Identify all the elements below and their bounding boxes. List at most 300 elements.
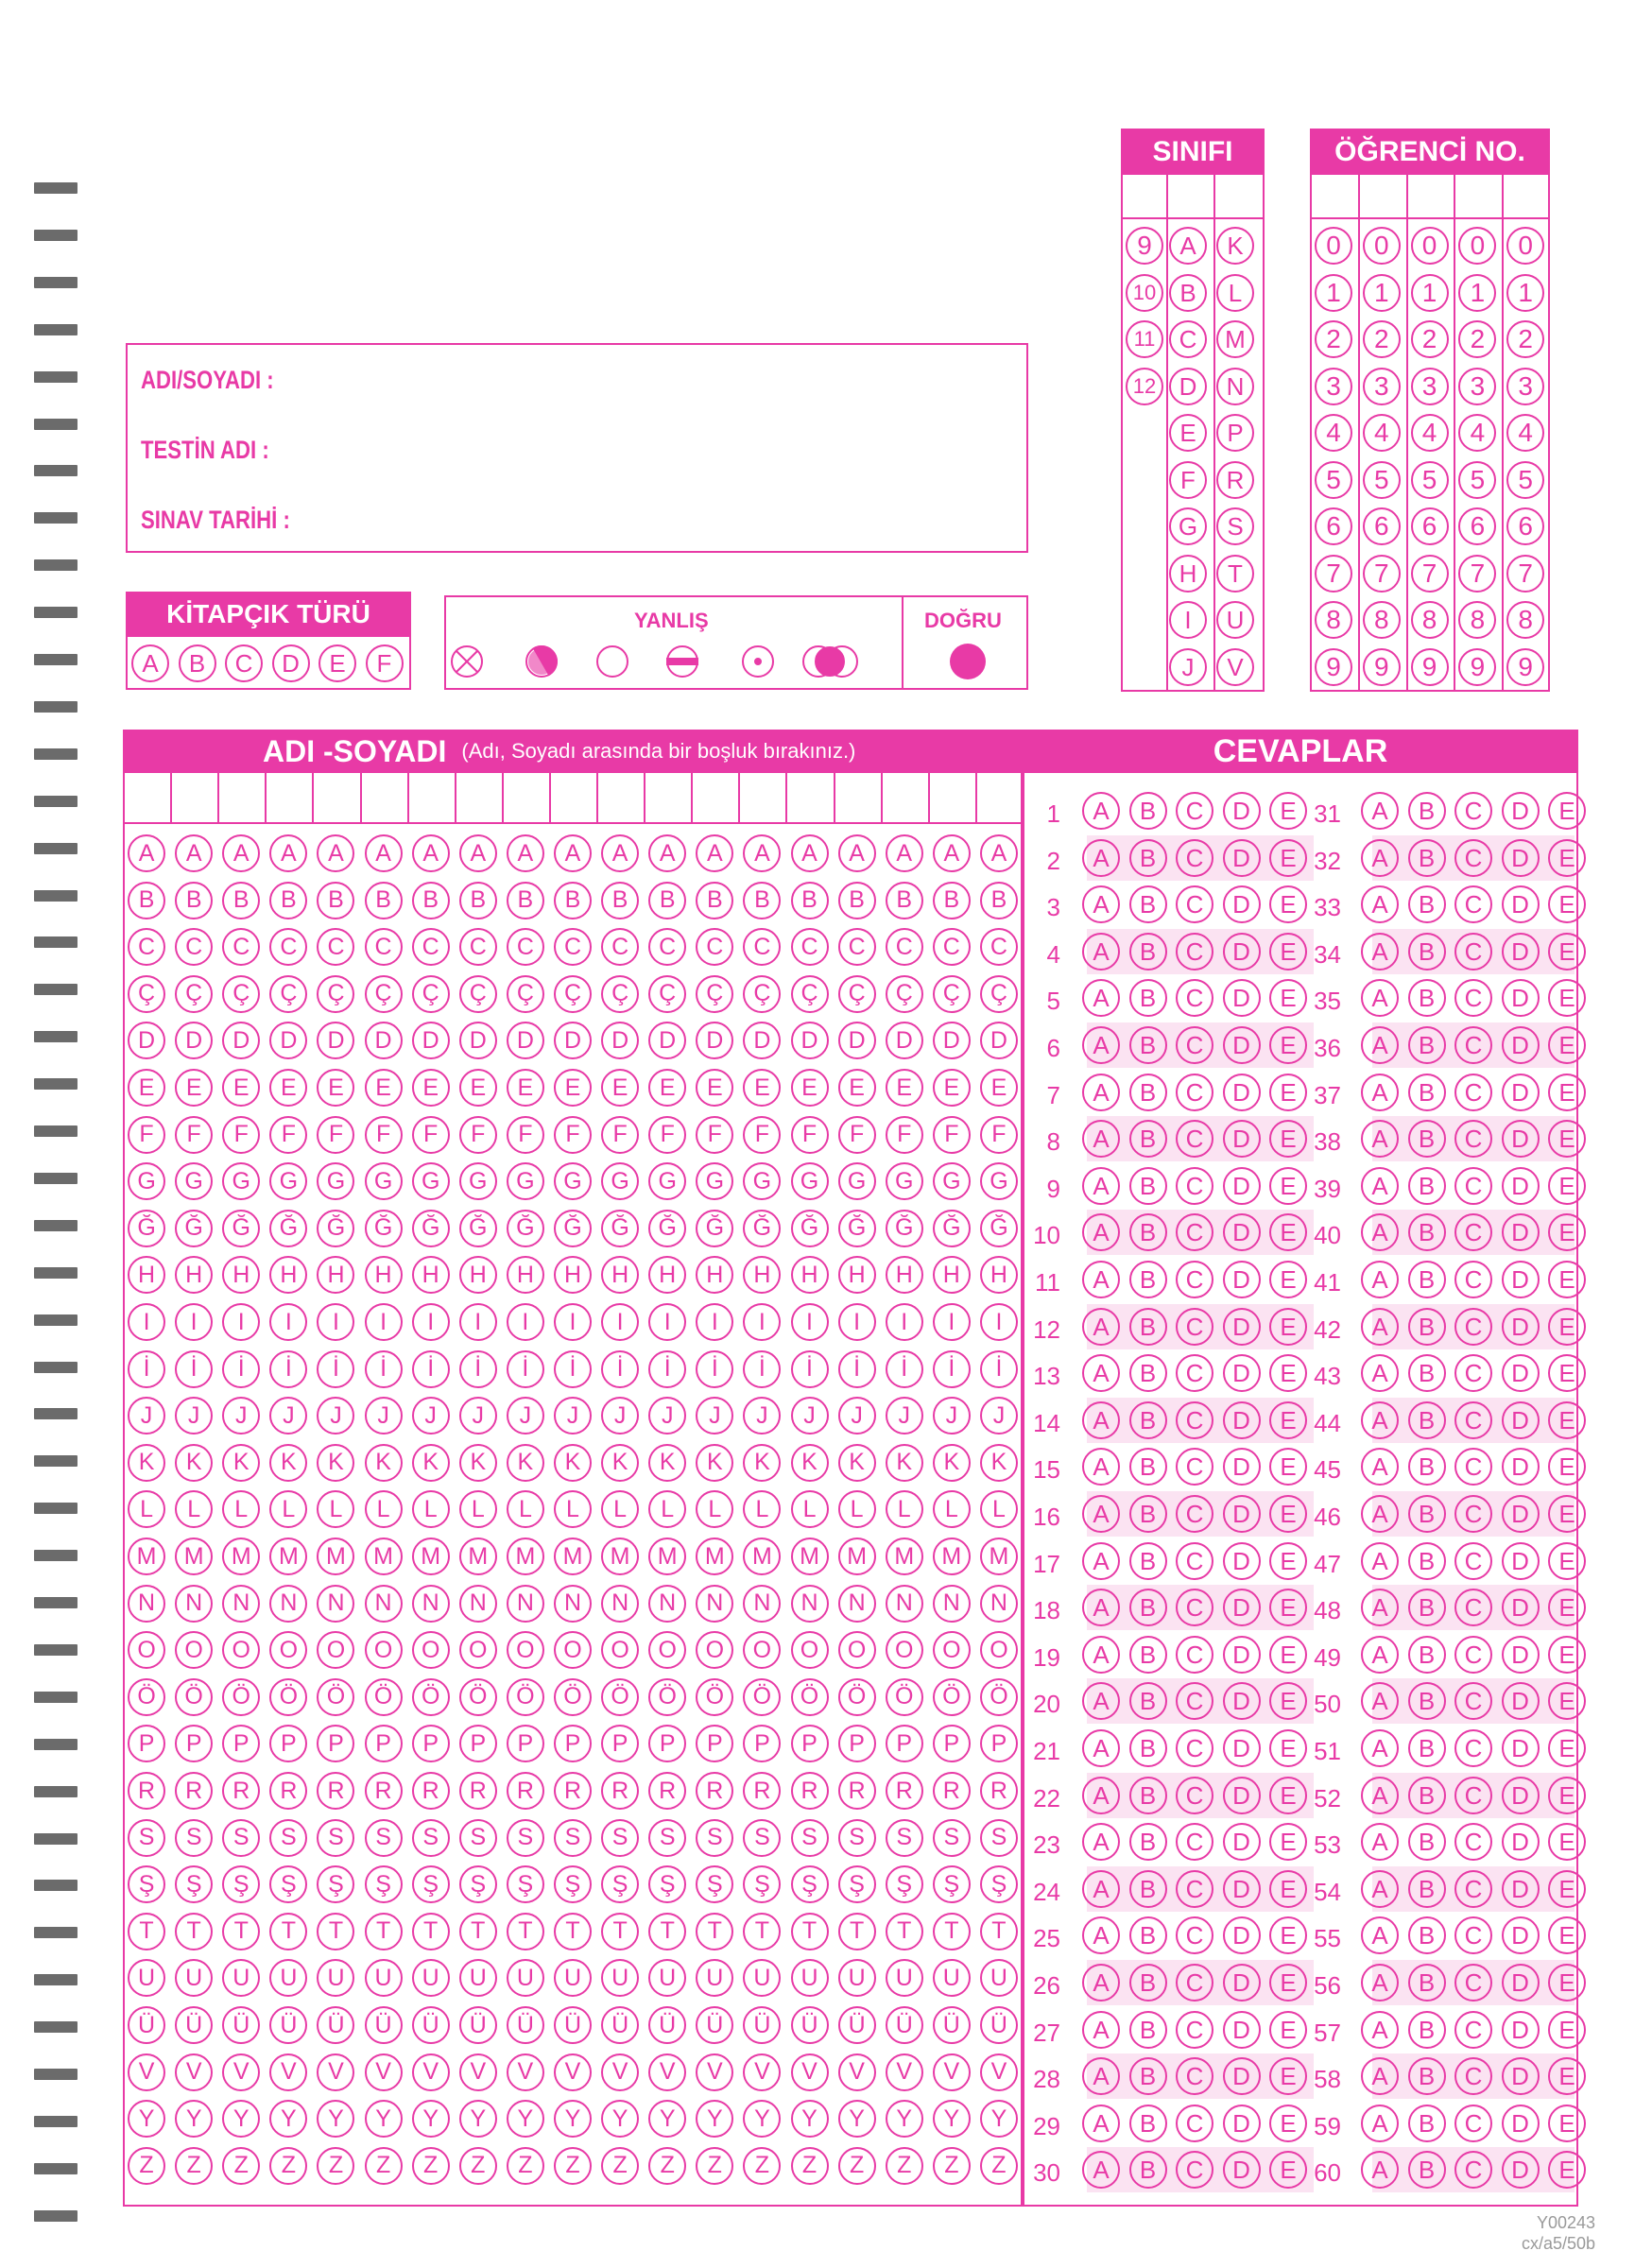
name-letter-bubble[interactable]: D: [696, 1022, 733, 1059]
name-letter-bubble[interactable]: Ç: [412, 975, 450, 1013]
name-letter-bubble[interactable]: N: [365, 1585, 403, 1623]
answer-choice-bubble[interactable]: B: [1129, 1213, 1167, 1251]
name-letter-bubble[interactable]: O: [648, 1631, 686, 1669]
name-letter-bubble[interactable]: I: [601, 1303, 639, 1341]
name-letter-bubble[interactable]: J: [980, 1397, 1018, 1435]
answer-choice-bubble[interactable]: A: [1082, 1777, 1120, 1814]
answer-choice-bubble[interactable]: A: [1082, 1074, 1120, 1111]
answer-choice-bubble[interactable]: E: [1548, 839, 1586, 877]
name-letter-bubble[interactable]: T: [365, 1913, 403, 1950]
name-letter-bubble[interactable]: E: [412, 1069, 450, 1107]
name-letter-bubble[interactable]: F: [317, 1116, 354, 1154]
name-letter-bubble[interactable]: L: [791, 1490, 829, 1528]
class-grade-bubble[interactable]: 12: [1126, 368, 1163, 405]
name-letter-bubble[interactable]: K: [554, 1444, 592, 1482]
name-letter-bubble[interactable]: P: [648, 1725, 686, 1762]
answer-choice-bubble[interactable]: A: [1082, 1682, 1120, 1720]
name-letter-bubble[interactable]: E: [554, 1069, 592, 1107]
name-letter-bubble[interactable]: O: [222, 1631, 260, 1669]
name-letter-bubble[interactable]: C: [507, 928, 544, 966]
name-letter-bubble[interactable]: Ğ: [412, 1210, 450, 1247]
name-letter-bubble[interactable]: L: [743, 1490, 781, 1528]
name-letter-bubble[interactable]: E: [175, 1069, 213, 1107]
answer-choice-bubble[interactable]: E: [1548, 885, 1586, 923]
name-letter-bubble[interactable]: D: [507, 1022, 544, 1059]
name-letter-bubble[interactable]: G: [743, 1162, 781, 1200]
answer-choice-bubble[interactable]: C: [1176, 2057, 1213, 2095]
answer-choice-bubble[interactable]: B: [1408, 2011, 1446, 2049]
student-no-digit-bubble[interactable]: 5: [1411, 461, 1449, 499]
name-letter-bubble[interactable]: H: [269, 1256, 307, 1294]
name-letter-bubble[interactable]: I: [696, 1303, 733, 1341]
name-letter-bubble[interactable]: Ç: [791, 975, 829, 1013]
name-letter-bubble[interactable]: T: [933, 1913, 971, 1950]
name-letter-bubble[interactable]: D: [269, 1022, 307, 1059]
student-no-digit-bubble[interactable]: 4: [1506, 414, 1544, 452]
name-letter-bubble[interactable]: J: [175, 1397, 213, 1435]
name-letter-bubble[interactable]: Z: [980, 2147, 1018, 2185]
name-letter-bubble[interactable]: N: [980, 1585, 1018, 1623]
name-letter-bubble[interactable]: Y: [175, 2100, 213, 2138]
name-letter-bubble[interactable]: I: [743, 1303, 781, 1341]
name-letter-bubble[interactable]: I: [980, 1303, 1018, 1341]
student-no-digit-bubble[interactable]: 6: [1315, 507, 1352, 545]
name-letter-bubble[interactable]: Z: [317, 2147, 354, 2185]
name-letter-bubble[interactable]: T: [886, 1913, 923, 1950]
answer-choice-bubble[interactable]: B: [1129, 1495, 1167, 1533]
answer-choice-bubble[interactable]: A: [1361, 933, 1399, 971]
student-no-digit-bubble[interactable]: 3: [1411, 368, 1449, 405]
name-letter-bubble[interactable]: H: [175, 1256, 213, 1294]
name-letter-bubble[interactable]: N: [128, 1585, 165, 1623]
name-letter-bubble[interactable]: U: [412, 1959, 450, 1997]
name-letter-bubble[interactable]: T: [648, 1913, 686, 1950]
name-letter-bubble[interactable]: İ: [507, 1350, 544, 1388]
answer-choice-bubble[interactable]: D: [1223, 1964, 1261, 2002]
name-letter-bubble[interactable]: Ö: [743, 1678, 781, 1716]
class-section-bubble[interactable]: G: [1169, 507, 1207, 545]
answer-choice-bubble[interactable]: C: [1176, 1495, 1213, 1533]
answer-choice-bubble[interactable]: E: [1548, 2057, 1586, 2095]
answer-choice-bubble[interactable]: E: [1269, 1448, 1307, 1486]
answer-choice-bubble[interactable]: B: [1408, 1495, 1446, 1533]
answer-choice-bubble[interactable]: D: [1502, 1823, 1540, 1861]
name-letter-bubble[interactable]: Ü: [648, 2006, 686, 2044]
name-letter-bubble[interactable]: Ö: [269, 1678, 307, 1716]
answer-choice-bubble[interactable]: C: [1454, 1167, 1492, 1205]
answer-choice-bubble[interactable]: E: [1548, 1354, 1586, 1392]
name-letter-bubble[interactable]: Y: [601, 2100, 639, 2138]
name-letter-bubble[interactable]: V: [317, 2053, 354, 2091]
name-letter-bubble[interactable]: O: [175, 1631, 213, 1669]
answer-choice-bubble[interactable]: B: [1129, 979, 1167, 1017]
name-letter-bubble[interactable]: I: [128, 1303, 165, 1341]
name-letter-bubble[interactable]: U: [838, 1959, 876, 1997]
name-letter-bubble[interactable]: F: [128, 1116, 165, 1154]
answer-choice-bubble[interactable]: C: [1454, 1542, 1492, 1580]
answer-choice-bubble[interactable]: A: [1361, 1026, 1399, 1064]
name-letter-bubble[interactable]: J: [365, 1397, 403, 1435]
answer-choice-bubble[interactable]: A: [1082, 1026, 1120, 1064]
name-letter-bubble[interactable]: P: [128, 1725, 165, 1762]
name-letter-bubble[interactable]: O: [601, 1631, 639, 1669]
answer-choice-bubble[interactable]: C: [1454, 2057, 1492, 2095]
student-no-digit-bubble[interactable]: 8: [1411, 601, 1449, 639]
name-letter-bubble[interactable]: V: [365, 2053, 403, 2091]
answer-choice-bubble[interactable]: B: [1408, 1636, 1446, 1674]
name-letter-bubble[interactable]: P: [365, 1725, 403, 1762]
name-letter-bubble[interactable]: M: [269, 1538, 307, 1575]
name-letter-bubble[interactable]: L: [412, 1490, 450, 1528]
name-letter-bubble[interactable]: V: [980, 2053, 1018, 2091]
name-letter-bubble[interactable]: L: [222, 1490, 260, 1528]
name-letter-bubble[interactable]: O: [696, 1631, 733, 1669]
name-letter-bubble[interactable]: F: [175, 1116, 213, 1154]
name-letter-bubble[interactable]: H: [791, 1256, 829, 1294]
name-letter-bubble[interactable]: T: [696, 1913, 733, 1950]
name-letter-bubble[interactable]: F: [365, 1116, 403, 1154]
name-letter-bubble[interactable]: Ü: [412, 2006, 450, 2044]
answer-choice-bubble[interactable]: E: [1269, 885, 1307, 923]
name-letter-bubble[interactable]: Ğ: [743, 1210, 781, 1247]
student-no-digit-bubble[interactable]: 1: [1315, 274, 1352, 312]
answer-choice-bubble[interactable]: D: [1502, 1916, 1540, 1954]
answer-choice-bubble[interactable]: A: [1361, 1354, 1399, 1392]
name-letter-bubble[interactable]: Ü: [743, 2006, 781, 2044]
answer-choice-bubble[interactable]: E: [1269, 2105, 1307, 2142]
name-letter-bubble[interactable]: Ü: [554, 2006, 592, 2044]
booklet-type-bubble[interactable]: A: [131, 644, 169, 682]
name-letter-bubble[interactable]: S: [933, 1819, 971, 1857]
name-letter-bubble[interactable]: J: [696, 1397, 733, 1435]
answer-choice-bubble[interactable]: D: [1223, 979, 1261, 1017]
name-letter-bubble[interactable]: N: [838, 1585, 876, 1623]
name-letter-bubble[interactable]: E: [601, 1069, 639, 1107]
name-letter-bubble[interactable]: G: [507, 1162, 544, 1200]
name-letter-bubble[interactable]: Ü: [222, 2006, 260, 2044]
answer-choice-bubble[interactable]: E: [1269, 1823, 1307, 1861]
answer-choice-bubble[interactable]: B: [1408, 1589, 1446, 1626]
name-letter-bubble[interactable]: S: [743, 1819, 781, 1857]
name-letter-bubble[interactable]: H: [222, 1256, 260, 1294]
name-letter-bubble[interactable]: Y: [128, 2100, 165, 2138]
answer-choice-bubble[interactable]: D: [1223, 1870, 1261, 1908]
name-letter-bubble[interactable]: K: [601, 1444, 639, 1482]
answer-choice-bubble[interactable]: A: [1361, 1401, 1399, 1439]
answer-choice-bubble[interactable]: B: [1129, 1308, 1167, 1346]
name-letter-bubble[interactable]: S: [175, 1819, 213, 1857]
name-letter-bubble[interactable]: Z: [696, 2147, 733, 2185]
name-letter-bubble[interactable]: Ş: [933, 1865, 971, 1903]
name-letter-bubble[interactable]: T: [507, 1913, 544, 1950]
name-letter-bubble[interactable]: O: [980, 1631, 1018, 1669]
answer-choice-bubble[interactable]: B: [1129, 2151, 1167, 2189]
name-letter-bubble[interactable]: İ: [459, 1350, 497, 1388]
name-letter-bubble[interactable]: Ş: [317, 1865, 354, 1903]
name-letter-bubble[interactable]: Ç: [743, 975, 781, 1013]
answer-choice-bubble[interactable]: C: [1176, 1354, 1213, 1392]
name-letter-bubble[interactable]: N: [601, 1585, 639, 1623]
name-letter-bubble[interactable]: T: [412, 1913, 450, 1950]
name-letter-bubble[interactable]: K: [648, 1444, 686, 1482]
answer-choice-bubble[interactable]: E: [1269, 2151, 1307, 2189]
answer-choice-bubble[interactable]: D: [1223, 1777, 1261, 1814]
name-letter-bubble[interactable]: B: [317, 882, 354, 919]
name-letter-bubble[interactable]: R: [601, 1772, 639, 1810]
answer-choice-bubble[interactable]: D: [1223, 1074, 1261, 1111]
answer-choice-bubble[interactable]: B: [1129, 1542, 1167, 1580]
answer-choice-bubble[interactable]: B: [1129, 1636, 1167, 1674]
answer-choice-bubble[interactable]: C: [1176, 2105, 1213, 2142]
answer-choice-bubble[interactable]: C: [1454, 933, 1492, 971]
name-letter-bubble[interactable]: İ: [175, 1350, 213, 1388]
name-letter-bubble[interactable]: F: [269, 1116, 307, 1154]
answer-choice-bubble[interactable]: C: [1454, 2105, 1492, 2142]
name-letter-bubble[interactable]: E: [838, 1069, 876, 1107]
answer-choice-bubble[interactable]: D: [1223, 839, 1261, 877]
answer-choice-bubble[interactable]: B: [1129, 1777, 1167, 1814]
name-letter-bubble[interactable]: Ğ: [222, 1210, 260, 1247]
name-letter-bubble[interactable]: R: [175, 1772, 213, 1810]
name-letter-bubble[interactable]: M: [175, 1538, 213, 1575]
student-no-digit-bubble[interactable]: 1: [1363, 274, 1401, 312]
answer-choice-bubble[interactable]: C: [1176, 1682, 1213, 1720]
name-letter-bubble[interactable]: A: [459, 834, 497, 872]
class-section-bubble[interactable]: S: [1216, 507, 1254, 545]
name-letter-bubble[interactable]: N: [554, 1585, 592, 1623]
name-letter-bubble[interactable]: U: [601, 1959, 639, 1997]
name-letter-bubble[interactable]: C: [648, 928, 686, 966]
answer-choice-bubble[interactable]: A: [1361, 1120, 1399, 1158]
student-no-digit-bubble[interactable]: 5: [1315, 461, 1352, 499]
name-letter-bubble[interactable]: A: [886, 834, 923, 872]
name-letter-bubble[interactable]: J: [743, 1397, 781, 1435]
name-letter-bubble[interactable]: L: [886, 1490, 923, 1528]
name-letter-bubble[interactable]: F: [554, 1116, 592, 1154]
name-letter-bubble[interactable]: Ö: [601, 1678, 639, 1716]
answer-choice-bubble[interactable]: C: [1454, 1308, 1492, 1346]
name-letter-bubble[interactable]: L: [365, 1490, 403, 1528]
name-letter-bubble[interactable]: D: [365, 1022, 403, 1059]
answer-choice-bubble[interactable]: E: [1548, 1448, 1586, 1486]
name-letter-bubble[interactable]: J: [507, 1397, 544, 1435]
name-letter-bubble[interactable]: B: [601, 882, 639, 919]
answer-choice-bubble[interactable]: B: [1408, 1261, 1446, 1298]
name-letter-bubble[interactable]: T: [222, 1913, 260, 1950]
answer-choice-bubble[interactable]: B: [1129, 2105, 1167, 2142]
name-letter-bubble[interactable]: O: [365, 1631, 403, 1669]
name-letter-bubble[interactable]: A: [791, 834, 829, 872]
name-letter-bubble[interactable]: İ: [365, 1350, 403, 1388]
name-letter-bubble[interactable]: E: [648, 1069, 686, 1107]
answer-choice-bubble[interactable]: E: [1548, 1261, 1586, 1298]
answer-choice-bubble[interactable]: B: [1129, 839, 1167, 877]
student-no-digit-bubble[interactable]: 8: [1315, 601, 1352, 639]
name-letter-bubble[interactable]: N: [222, 1585, 260, 1623]
answer-choice-bubble[interactable]: C: [1176, 1448, 1213, 1486]
name-letter-bubble[interactable]: S: [507, 1819, 544, 1857]
student-no-digit-bubble[interactable]: 8: [1363, 601, 1401, 639]
name-letter-bubble[interactable]: V: [933, 2053, 971, 2091]
name-letter-bubble[interactable]: M: [459, 1538, 497, 1575]
name-letter-bubble[interactable]: İ: [696, 1350, 733, 1388]
answer-choice-bubble[interactable]: D: [1223, 2011, 1261, 2049]
name-letter-bubble[interactable]: Ü: [128, 2006, 165, 2044]
name-letter-bubble[interactable]: İ: [933, 1350, 971, 1388]
name-letter-bubble[interactable]: Ç: [980, 975, 1018, 1013]
name-letter-bubble[interactable]: B: [222, 882, 260, 919]
class-section-bubble[interactable]: I: [1169, 601, 1207, 639]
name-letter-bubble[interactable]: F: [838, 1116, 876, 1154]
name-letter-bubble[interactable]: M: [886, 1538, 923, 1575]
answer-choice-bubble[interactable]: B: [1408, 933, 1446, 971]
name-letter-bubble[interactable]: Ü: [696, 2006, 733, 2044]
name-letter-bubble[interactable]: C: [696, 928, 733, 966]
name-letter-bubble[interactable]: C: [269, 928, 307, 966]
name-letter-bubble[interactable]: S: [459, 1819, 497, 1857]
name-letter-bubble[interactable]: I: [175, 1303, 213, 1341]
name-letter-bubble[interactable]: F: [696, 1116, 733, 1154]
student-no-digit-bubble[interactable]: 4: [1315, 414, 1352, 452]
answer-choice-bubble[interactable]: C: [1454, 1401, 1492, 1439]
name-letter-bubble[interactable]: G: [554, 1162, 592, 1200]
answer-choice-bubble[interactable]: D: [1502, 1870, 1540, 1908]
answer-choice-bubble[interactable]: E: [1269, 979, 1307, 1017]
name-letter-bubble[interactable]: Ğ: [601, 1210, 639, 1247]
answer-choice-bubble[interactable]: B: [1408, 1777, 1446, 1814]
class-section-bubble[interactable]: F: [1169, 461, 1207, 499]
name-letter-bubble[interactable]: Ç: [507, 975, 544, 1013]
answer-choice-bubble[interactable]: E: [1269, 1495, 1307, 1533]
name-letter-bubble[interactable]: P: [601, 1725, 639, 1762]
name-letter-bubble[interactable]: Ç: [933, 975, 971, 1013]
answer-choice-bubble[interactable]: E: [1269, 1213, 1307, 1251]
name-letter-bubble[interactable]: A: [648, 834, 686, 872]
name-letter-bubble[interactable]: Ş: [648, 1865, 686, 1903]
answer-choice-bubble[interactable]: E: [1548, 1589, 1586, 1626]
name-letter-bubble[interactable]: Ş: [696, 1865, 733, 1903]
name-letter-bubble[interactable]: A: [838, 834, 876, 872]
answer-choice-bubble[interactable]: D: [1223, 1916, 1261, 1954]
answer-choice-bubble[interactable]: C: [1176, 1964, 1213, 2002]
answer-choice-bubble[interactable]: E: [1269, 1120, 1307, 1158]
answer-choice-bubble[interactable]: C: [1176, 839, 1213, 877]
answer-choice-bubble[interactable]: C: [1176, 1401, 1213, 1439]
answer-choice-bubble[interactable]: A: [1082, 1354, 1120, 1392]
name-letter-bubble[interactable]: S: [648, 1819, 686, 1857]
name-letter-bubble[interactable]: P: [743, 1725, 781, 1762]
answer-choice-bubble[interactable]: D: [1502, 1448, 1540, 1486]
student-no-digit-bubble[interactable]: 7: [1315, 555, 1352, 593]
name-letter-bubble[interactable]: Ş: [459, 1865, 497, 1903]
name-letter-bubble[interactable]: S: [554, 1819, 592, 1857]
class-section-bubble[interactable]: N: [1216, 368, 1254, 405]
name-letter-bubble[interactable]: Ö: [128, 1678, 165, 1716]
name-letter-bubble[interactable]: Ö: [886, 1678, 923, 1716]
name-letter-bubble[interactable]: Z: [838, 2147, 876, 2185]
name-letter-bubble[interactable]: Ü: [365, 2006, 403, 2044]
name-letter-bubble[interactable]: B: [365, 882, 403, 919]
answer-choice-bubble[interactable]: B: [1408, 1401, 1446, 1439]
answer-choice-bubble[interactable]: A: [1361, 1308, 1399, 1346]
name-letter-bubble[interactable]: V: [838, 2053, 876, 2091]
name-letter-bubble[interactable]: O: [459, 1631, 497, 1669]
name-letter-bubble[interactable]: G: [269, 1162, 307, 1200]
name-letter-bubble[interactable]: D: [459, 1022, 497, 1059]
name-letter-bubble[interactable]: L: [980, 1490, 1018, 1528]
name-letter-bubble[interactable]: U: [269, 1959, 307, 1997]
answer-choice-bubble[interactable]: E: [1548, 1074, 1586, 1111]
name-letter-bubble[interactable]: F: [412, 1116, 450, 1154]
name-letter-bubble[interactable]: İ: [554, 1350, 592, 1388]
name-letter-bubble[interactable]: K: [317, 1444, 354, 1482]
answer-choice-bubble[interactable]: E: [1269, 1916, 1307, 1954]
name-letter-bubble[interactable]: M: [128, 1538, 165, 1575]
name-letter-bubble[interactable]: Ü: [459, 2006, 497, 2044]
name-letter-bubble[interactable]: R: [696, 1772, 733, 1810]
answer-choice-bubble[interactable]: A: [1361, 1542, 1399, 1580]
name-letter-bubble[interactable]: G: [648, 1162, 686, 1200]
name-letter-bubble[interactable]: G: [601, 1162, 639, 1200]
answer-choice-bubble[interactable]: C: [1454, 1823, 1492, 1861]
name-letter-bubble[interactable]: Ş: [507, 1865, 544, 1903]
name-letter-bubble[interactable]: Ü: [886, 2006, 923, 2044]
name-letter-bubble[interactable]: A: [269, 834, 307, 872]
name-letter-bubble[interactable]: I: [791, 1303, 829, 1341]
answer-choice-bubble[interactable]: B: [1408, 1542, 1446, 1580]
name-letter-bubble[interactable]: Ö: [791, 1678, 829, 1716]
answer-choice-bubble[interactable]: C: [1454, 1916, 1492, 1954]
answer-choice-bubble[interactable]: A: [1082, 1213, 1120, 1251]
student-no-digit-bubble[interactable]: 0: [1363, 227, 1401, 265]
name-letter-bubble[interactable]: İ: [412, 1350, 450, 1388]
answer-choice-bubble[interactable]: E: [1548, 1870, 1586, 1908]
name-letter-bubble[interactable]: Ç: [128, 975, 165, 1013]
answer-choice-bubble[interactable]: D: [1223, 1120, 1261, 1158]
name-letter-bubble[interactable]: Ğ: [886, 1210, 923, 1247]
name-letter-bubble[interactable]: T: [791, 1913, 829, 1950]
booklet-type-bubble[interactable]: F: [366, 644, 404, 682]
name-letter-bubble[interactable]: O: [412, 1631, 450, 1669]
answer-choice-bubble[interactable]: A: [1361, 839, 1399, 877]
name-letter-bubble[interactable]: Ş: [269, 1865, 307, 1903]
answer-choice-bubble[interactable]: D: [1223, 2057, 1261, 2095]
answer-choice-bubble[interactable]: A: [1082, 2057, 1120, 2095]
name-letter-bubble[interactable]: Ö: [222, 1678, 260, 1716]
name-letter-bubble[interactable]: K: [980, 1444, 1018, 1482]
name-letter-bubble[interactable]: C: [222, 928, 260, 966]
name-letter-bubble[interactable]: E: [459, 1069, 497, 1107]
name-letter-bubble[interactable]: C: [175, 928, 213, 966]
name-letter-bubble[interactable]: Ö: [175, 1678, 213, 1716]
class-section-bubble[interactable]: P: [1216, 414, 1254, 452]
name-letter-bubble[interactable]: R: [412, 1772, 450, 1810]
name-letter-bubble[interactable]: Y: [317, 2100, 354, 2138]
name-letter-bubble[interactable]: İ: [128, 1350, 165, 1388]
answer-choice-bubble[interactable]: B: [1129, 1964, 1167, 2002]
name-letter-bubble[interactable]: I: [933, 1303, 971, 1341]
answer-choice-bubble[interactable]: D: [1502, 933, 1540, 971]
name-letter-bubble[interactable]: Ş: [365, 1865, 403, 1903]
name-letter-bubble[interactable]: M: [317, 1538, 354, 1575]
name-letter-bubble[interactable]: V: [412, 2053, 450, 2091]
name-letter-bubble[interactable]: P: [886, 1725, 923, 1762]
name-letter-bubble[interactable]: Ğ: [459, 1210, 497, 1247]
name-letter-bubble[interactable]: Ç: [886, 975, 923, 1013]
name-letter-bubble[interactable]: V: [554, 2053, 592, 2091]
answer-choice-bubble[interactable]: E: [1548, 1308, 1586, 1346]
name-letter-bubble[interactable]: M: [601, 1538, 639, 1575]
